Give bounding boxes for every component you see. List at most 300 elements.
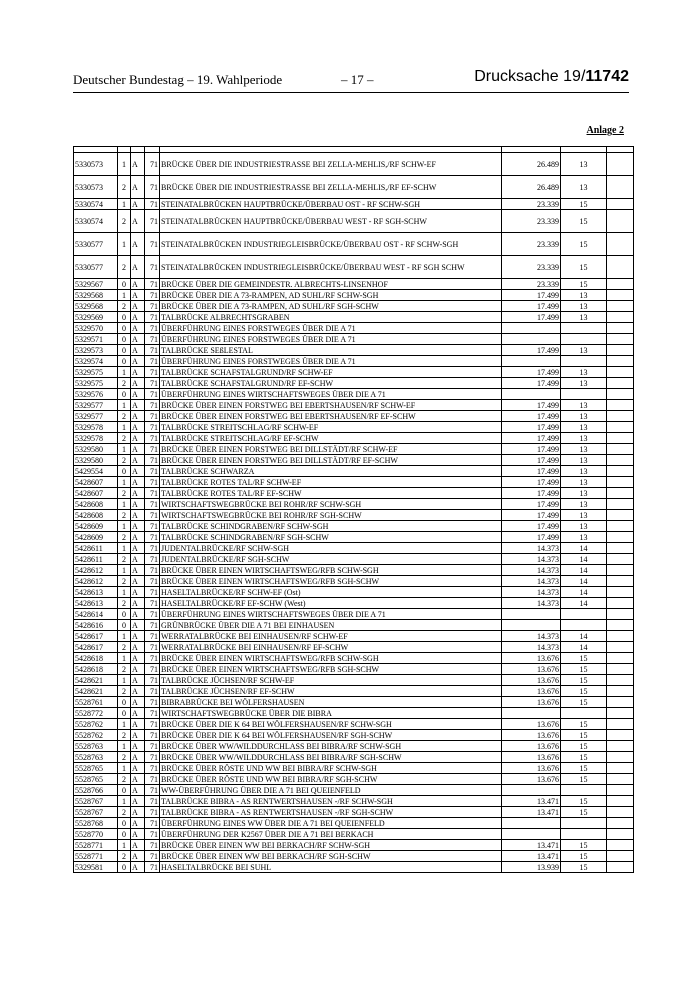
structure-id-cell: 5329567 — [74, 279, 118, 290]
empty-cell — [607, 199, 634, 210]
road-number-cell: 71 — [145, 477, 160, 488]
structure-id-cell: 5329580 — [74, 455, 118, 466]
empty-cell — [607, 466, 634, 477]
road-type-cell: A — [131, 400, 145, 411]
bridge-name-cell: GRÜNBRÜCKE ÜBER DIE A 71 BEI EINHAUSEN — [160, 620, 502, 631]
class-cell: 15 — [561, 862, 607, 873]
bridge-name-cell: HASELTALBRÜCKE/RF EF-SCHW (West) — [160, 598, 502, 609]
class-cell — [561, 829, 607, 840]
direction-cell: 1 — [118, 444, 131, 455]
road-type-cell: A — [131, 422, 145, 433]
road-type-cell: A — [131, 210, 145, 233]
direction-cell: 0 — [118, 609, 131, 620]
road-number-cell: 71 — [145, 642, 160, 653]
road-type-cell: A — [131, 301, 145, 312]
value-cell: 17.499 — [502, 367, 561, 378]
bridge-name-cell: TALBRÜCKE SEßLESTAL — [160, 345, 502, 356]
class-cell: 15 — [561, 807, 607, 818]
value-cell: 14.373 — [502, 565, 561, 576]
direction-cell: 2 — [118, 752, 131, 763]
empty-cell — [607, 256, 634, 279]
table-row — [74, 499, 634, 510]
empty-cell — [607, 554, 634, 565]
direction-cell: 2 — [118, 210, 131, 233]
structure-id-cell: 5329574 — [74, 356, 118, 367]
bridge-name-cell: TALBRÜCKE SCHAFSTALGRUND/RF EF-SCHW — [160, 378, 502, 389]
value-cell — [502, 334, 561, 345]
direction-cell: 1 — [118, 422, 131, 433]
road-number-cell: 71 — [145, 631, 160, 642]
road-type-cell: A — [131, 499, 145, 510]
direction-cell: 0 — [118, 312, 131, 323]
class-cell: 13 — [561, 153, 607, 176]
bridge-name-cell: JUDENTALBRÜCKE/RF SGH-SCHW — [160, 554, 502, 565]
table-row — [74, 708, 634, 719]
table-row — [74, 301, 634, 312]
value-cell: 17.499 — [502, 422, 561, 433]
bridge-name-cell: TALBRÜCKE STREITSCHLAG/RF SCHW-EF — [160, 422, 502, 433]
value-cell: 23.339 — [502, 256, 561, 279]
bridge-name-cell: ÜBERFÜHRUNG EINES FORSTWEGES ÜBER DIE A 71 — [160, 356, 502, 367]
road-type-cell: A — [131, 686, 145, 697]
class-cell: 15 — [561, 256, 607, 279]
class-cell: 13 — [561, 477, 607, 488]
class-cell — [561, 389, 607, 400]
bridge-name-cell: TALBRÜCKE SCHINDGRABEN/RF SGH-SCHW — [160, 532, 502, 543]
road-number-cell: 71 — [145, 301, 160, 312]
road-type-cell: A — [131, 653, 145, 664]
empty-cell — [607, 686, 634, 697]
direction-cell: 0 — [118, 334, 131, 345]
table-row — [74, 587, 634, 598]
empty-cell — [607, 367, 634, 378]
table-row — [74, 543, 634, 554]
empty-cell — [607, 153, 634, 176]
table-row — [74, 642, 634, 653]
road-number-cell: 71 — [145, 576, 160, 587]
bridge-name-cell: WERRATALBRÜCKE BEI EINHAUSEN/RF SCHW-EF — [160, 631, 502, 642]
class-cell: 14 — [561, 642, 607, 653]
bridge-table-body — [74, 147, 634, 873]
road-type-cell: A — [131, 719, 145, 730]
table-row — [74, 653, 634, 664]
value-cell: 17.499 — [502, 510, 561, 521]
road-type-cell: A — [131, 345, 145, 356]
structure-id-cell: 5330577 — [74, 233, 118, 256]
table-row — [74, 631, 634, 642]
structure-id-cell: 5330577 — [74, 256, 118, 279]
empty-cell — [607, 565, 634, 576]
value-cell: 23.339 — [502, 279, 561, 290]
class-cell — [561, 609, 607, 620]
structure-id-cell: 5528766 — [74, 785, 118, 796]
value-cell: 13.471 — [502, 840, 561, 851]
value-cell: 17.499 — [502, 290, 561, 301]
road-type-cell: A — [131, 697, 145, 708]
class-cell: 15 — [561, 233, 607, 256]
direction-cell: 2 — [118, 176, 131, 199]
class-cell: 15 — [561, 796, 607, 807]
direction-cell: 1 — [118, 741, 131, 752]
class-cell: 15 — [561, 763, 607, 774]
road-number-cell: 71 — [145, 466, 160, 477]
direction-cell: 2 — [118, 598, 131, 609]
direction-cell: 1 — [118, 565, 131, 576]
class-cell: 13 — [561, 290, 607, 301]
table-row — [74, 312, 634, 323]
class-cell: 13 — [561, 312, 607, 323]
table-row — [74, 488, 634, 499]
class-cell: 15 — [561, 686, 607, 697]
bridge-name-cell: BRÜCKE ÜBER DIE A 73-RAMPEN, AD SUHL/RF SGH-SCHW — [160, 301, 502, 312]
road-number-cell: 71 — [145, 400, 160, 411]
road-number-cell: 71 — [145, 389, 160, 400]
class-cell: 13 — [561, 532, 607, 543]
page-number: – 17 – — [341, 72, 374, 87]
table-row — [74, 532, 634, 543]
empty-cell — [607, 785, 634, 796]
empty-cell — [607, 741, 634, 752]
road-type-cell: A — [131, 466, 145, 477]
value-cell: 23.339 — [502, 233, 561, 256]
structure-id-cell: 5428611 — [74, 543, 118, 554]
direction-cell: 2 — [118, 774, 131, 785]
structure-id-cell: 5330573 — [74, 153, 118, 176]
value-cell: 13.676 — [502, 730, 561, 741]
table-row — [74, 620, 634, 631]
table-row — [74, 818, 634, 829]
class-cell — [561, 818, 607, 829]
direction-cell: 1 — [118, 763, 131, 774]
bridge-name-cell: STEINATALBRÜCKEN HAUPTBRÜCKE/ÜBERBAU WEST - RF SGH-SCHW — [160, 210, 502, 233]
road-type-cell: A — [131, 840, 145, 851]
direction-cell: 0 — [118, 620, 131, 631]
bridge-name-cell: TALBRÜCKE ROTES TAL/RF SCHW-EF — [160, 477, 502, 488]
structure-id-cell: 5329580 — [74, 444, 118, 455]
road-number-cell: 71 — [145, 741, 160, 752]
bridge-name-cell: TALBRÜCKE ROTES TAL/RF EF-SCHW — [160, 488, 502, 499]
class-cell: 15 — [561, 752, 607, 763]
structure-id-cell: 5528771 — [74, 840, 118, 851]
empty-cell — [607, 587, 634, 598]
direction-cell: 0 — [118, 323, 131, 334]
table-row — [74, 697, 634, 708]
direction-cell: 2 — [118, 433, 131, 444]
class-cell: 13 — [561, 411, 607, 422]
table-row — [74, 477, 634, 488]
table-row — [74, 233, 634, 256]
direction-cell: 2 — [118, 256, 131, 279]
class-cell: 14 — [561, 565, 607, 576]
road-type-cell: A — [131, 444, 145, 455]
road-type-cell: A — [131, 774, 145, 785]
table-row — [74, 510, 634, 521]
class-cell: 15 — [561, 730, 607, 741]
structure-id-cell: 5329570 — [74, 323, 118, 334]
road-number-cell: 71 — [145, 730, 160, 741]
empty-cell — [607, 301, 634, 312]
table-row — [74, 785, 634, 796]
empty-cell — [607, 697, 634, 708]
value-cell: 17.499 — [502, 521, 561, 532]
value-cell: 14.373 — [502, 543, 561, 554]
bridge-name-cell: TALBRÜCKE JÜCHSEN/RF EF-SCHW — [160, 686, 502, 697]
road-number-cell: 71 — [145, 851, 160, 862]
road-number-cell: 71 — [145, 521, 160, 532]
value-cell: 13.676 — [502, 763, 561, 774]
road-number-cell: 71 — [145, 378, 160, 389]
value-cell — [502, 356, 561, 367]
value-cell: 13.676 — [502, 653, 561, 664]
road-number-cell: 71 — [145, 499, 160, 510]
direction-cell: 1 — [118, 477, 131, 488]
structure-id-cell: 5428612 — [74, 576, 118, 587]
table-row — [74, 290, 634, 301]
empty-cell — [607, 210, 634, 233]
empty-cell — [607, 763, 634, 774]
class-cell: 13 — [561, 510, 607, 521]
table-row — [74, 389, 634, 400]
direction-cell: 0 — [118, 279, 131, 290]
class-cell: 13 — [561, 345, 607, 356]
bridge-name-cell: BRÜCKE ÜBER WW/WILDDURCHLASS BEI BIBRA/RF SCHW-SGH — [160, 741, 502, 752]
road-type-cell: A — [131, 510, 145, 521]
empty-cell — [607, 653, 634, 664]
empty-cell — [607, 400, 634, 411]
class-cell: 14 — [561, 576, 607, 587]
table-row — [74, 730, 634, 741]
road-type-cell: A — [131, 312, 145, 323]
structure-id-cell: 5329577 — [74, 400, 118, 411]
value-cell: 17.499 — [502, 499, 561, 510]
value-cell: 17.499 — [502, 444, 561, 455]
table-row — [74, 400, 634, 411]
empty-cell — [607, 752, 634, 763]
structure-id-cell: 5428613 — [74, 587, 118, 598]
road-type-cell: A — [131, 664, 145, 675]
empty-cell — [607, 719, 634, 730]
road-number-cell: 71 — [145, 653, 160, 664]
value-cell — [502, 829, 561, 840]
bridge-name-cell: HASELTALBRÜCKE BEI SUHL — [160, 862, 502, 873]
empty-cell — [607, 455, 634, 466]
bridge-name-cell: TALBRÜCKE JÜCHSEN/RF SCHW-EF — [160, 675, 502, 686]
bridge-table — [73, 146, 634, 873]
table-row — [74, 763, 634, 774]
bridge-name-cell: BRÜCKE ÜBER EINEN WIRTSCHAFTSWEG/RFB SGH-SCHW — [160, 576, 502, 587]
road-type-cell: A — [131, 176, 145, 199]
value-cell: 17.499 — [502, 433, 561, 444]
bridge-name-cell: BIBRABRÜCKE BEI WÖLFERSHAUSEN — [160, 697, 502, 708]
structure-id-cell: 5428618 — [74, 653, 118, 664]
bridge-name-cell: WW-ÜBERFÜHRUNG ÜBER DIE A 71 BEI QUEIENFELD — [160, 785, 502, 796]
direction-cell: 1 — [118, 290, 131, 301]
road-number-cell: 71 — [145, 312, 160, 323]
structure-id-cell: 5329568 — [74, 290, 118, 301]
structure-id-cell: 5428608 — [74, 499, 118, 510]
road-number-cell: 71 — [145, 256, 160, 279]
structure-id-cell: 5329569 — [74, 312, 118, 323]
direction-cell: 0 — [118, 466, 131, 477]
road-number-cell: 71 — [145, 411, 160, 422]
structure-id-cell: 5528762 — [74, 730, 118, 741]
road-type-cell: A — [131, 256, 145, 279]
direction-cell: 1 — [118, 587, 131, 598]
empty-cell — [607, 862, 634, 873]
road-number-cell: 71 — [145, 565, 160, 576]
road-number-cell: 71 — [145, 433, 160, 444]
direction-cell: 1 — [118, 653, 131, 664]
table-row — [74, 279, 634, 290]
direction-cell: 2 — [118, 301, 131, 312]
class-cell: 13 — [561, 455, 607, 466]
road-type-cell: A — [131, 477, 145, 488]
table-row — [74, 862, 634, 873]
value-cell: 23.339 — [502, 210, 561, 233]
road-type-cell: A — [131, 631, 145, 642]
direction-cell: 0 — [118, 785, 131, 796]
value-cell: 13.676 — [502, 774, 561, 785]
road-type-cell: A — [131, 521, 145, 532]
structure-id-cell: 5428607 — [74, 477, 118, 488]
direction-cell: 2 — [118, 730, 131, 741]
value-cell: 26.489 — [502, 153, 561, 176]
road-type-cell: A — [131, 389, 145, 400]
bridge-name-cell: BRÜCKE ÜBER RÖSTE UND WW BEI BIBRA/RF SGH-SCHW — [160, 774, 502, 785]
road-number-cell: 71 — [145, 675, 160, 686]
empty-cell — [607, 675, 634, 686]
table-row — [74, 345, 634, 356]
structure-id-cell: 5528762 — [74, 719, 118, 730]
empty-cell — [607, 345, 634, 356]
direction-cell: 1 — [118, 840, 131, 851]
direction-cell: 2 — [118, 532, 131, 543]
road-number-cell: 71 — [145, 664, 160, 675]
table-row — [74, 807, 634, 818]
road-number-cell: 71 — [145, 279, 160, 290]
table-row — [74, 686, 634, 697]
class-cell: 14 — [561, 543, 607, 554]
value-cell: 13.471 — [502, 851, 561, 862]
table-row — [74, 576, 634, 587]
road-type-cell: A — [131, 565, 145, 576]
table-row — [74, 521, 634, 532]
class-cell: 15 — [561, 697, 607, 708]
value-cell: 13.939 — [502, 862, 561, 873]
class-cell: 15 — [561, 199, 607, 210]
direction-cell: 0 — [118, 345, 131, 356]
road-type-cell: A — [131, 356, 145, 367]
direction-cell: 0 — [118, 389, 131, 400]
direction-cell: 2 — [118, 554, 131, 565]
bridge-name-cell: BRÜCKE ÜBER RÖSTE UND WW BEI BIBRA/RF SCHW-SGH — [160, 763, 502, 774]
road-number-cell: 71 — [145, 620, 160, 631]
bridge-name-cell: TALBRÜCKE STREITSCHLAG/RF EF-SCHW — [160, 433, 502, 444]
table-row — [74, 466, 634, 477]
publication-title: Deutscher Bundestag – 19. Wahlperiode — [73, 72, 283, 87]
class-cell: 13 — [561, 422, 607, 433]
bridge-name-cell: BRÜCKE ÜBER DIE A 73-RAMPEN, AD SUHL/RF SCHW-SGH — [160, 290, 502, 301]
table-row — [74, 444, 634, 455]
value-cell: 14.373 — [502, 576, 561, 587]
empty-cell — [607, 543, 634, 554]
bridge-name-cell: BRÜCKE ÜBER EINEN WIRTSCHAFTSWEG/RFB SGH-SCHW — [160, 664, 502, 675]
bridge-name-cell: WERRATALBRÜCKE BEI EINHAUSEN/RF EF-SCHW — [160, 642, 502, 653]
value-cell — [502, 323, 561, 334]
road-type-cell: A — [131, 851, 145, 862]
structure-id-cell: 5329573 — [74, 345, 118, 356]
bridge-name-cell: BRÜCKE ÜBER DIE K 64 BEI WÖLFERSHAUSEN/RF SGH-SCHW — [160, 730, 502, 741]
bridge-name-cell: ÜBERFÜHRUNG EINES FORSTWEGES ÜBER DIE A 71 — [160, 323, 502, 334]
road-type-cell: A — [131, 367, 145, 378]
road-number-cell: 71 — [145, 609, 160, 620]
bridge-name-cell: BRÜCKE ÜBER EINEN FORSTWEG BEI EBERTSHAUSEN/RF EF-SCHW — [160, 411, 502, 422]
class-cell: 13 — [561, 433, 607, 444]
value-cell: 14.373 — [502, 554, 561, 565]
structure-id-cell: 5428612 — [74, 565, 118, 576]
road-number-cell: 71 — [145, 210, 160, 233]
road-type-cell: A — [131, 233, 145, 256]
class-cell: 15 — [561, 840, 607, 851]
direction-cell: 1 — [118, 719, 131, 730]
road-number-cell: 71 — [145, 367, 160, 378]
direction-cell: 1 — [118, 543, 131, 554]
structure-id-cell: 5428617 — [74, 631, 118, 642]
value-cell: 17.499 — [502, 345, 561, 356]
structure-id-cell: 5330573 — [74, 176, 118, 199]
bridge-name-cell: HASELTALBRÜCKE/RF SCHW-EF (Ost) — [160, 587, 502, 598]
value-cell: 17.499 — [502, 532, 561, 543]
direction-cell: 0 — [118, 697, 131, 708]
class-cell: 13 — [561, 444, 607, 455]
empty-cell — [607, 532, 634, 543]
empty-cell — [607, 829, 634, 840]
class-cell: 13 — [561, 466, 607, 477]
empty-cell — [607, 378, 634, 389]
value-cell: 13.676 — [502, 741, 561, 752]
road-type-cell: A — [131, 763, 145, 774]
value-cell: 17.499 — [502, 301, 561, 312]
road-type-cell: A — [131, 752, 145, 763]
table-row — [74, 210, 634, 233]
road-number-cell: 71 — [145, 686, 160, 697]
class-cell: 13 — [561, 176, 607, 199]
table-row — [74, 153, 634, 176]
structure-id-cell: 5428621 — [74, 675, 118, 686]
value-cell — [502, 708, 561, 719]
road-number-cell: 71 — [145, 290, 160, 301]
table-row — [74, 851, 634, 862]
bridge-name-cell: TALBRÜCKE BIBRA - AS RENTWERTSHAUSEN -/RF SCHW-SGH — [160, 796, 502, 807]
class-cell — [561, 620, 607, 631]
class-cell: 15 — [561, 774, 607, 785]
bridge-name-cell: BRÜCKE ÜBER EINEN WIRTSCHAFTSWEG/RFB SCHW-SGH — [160, 565, 502, 576]
road-type-cell: A — [131, 455, 145, 466]
class-cell — [561, 708, 607, 719]
structure-id-cell: 5528763 — [74, 752, 118, 763]
class-cell: 13 — [561, 400, 607, 411]
road-number-cell: 71 — [145, 719, 160, 730]
class-cell: 15 — [561, 653, 607, 664]
class-cell: 15 — [561, 210, 607, 233]
empty-cell — [607, 433, 634, 444]
road-number-cell: 71 — [145, 233, 160, 256]
direction-cell: 0 — [118, 356, 131, 367]
road-number-cell: 71 — [145, 774, 160, 785]
road-type-cell: A — [131, 411, 145, 422]
road-type-cell: A — [131, 598, 145, 609]
structure-id-cell: 5329575 — [74, 378, 118, 389]
